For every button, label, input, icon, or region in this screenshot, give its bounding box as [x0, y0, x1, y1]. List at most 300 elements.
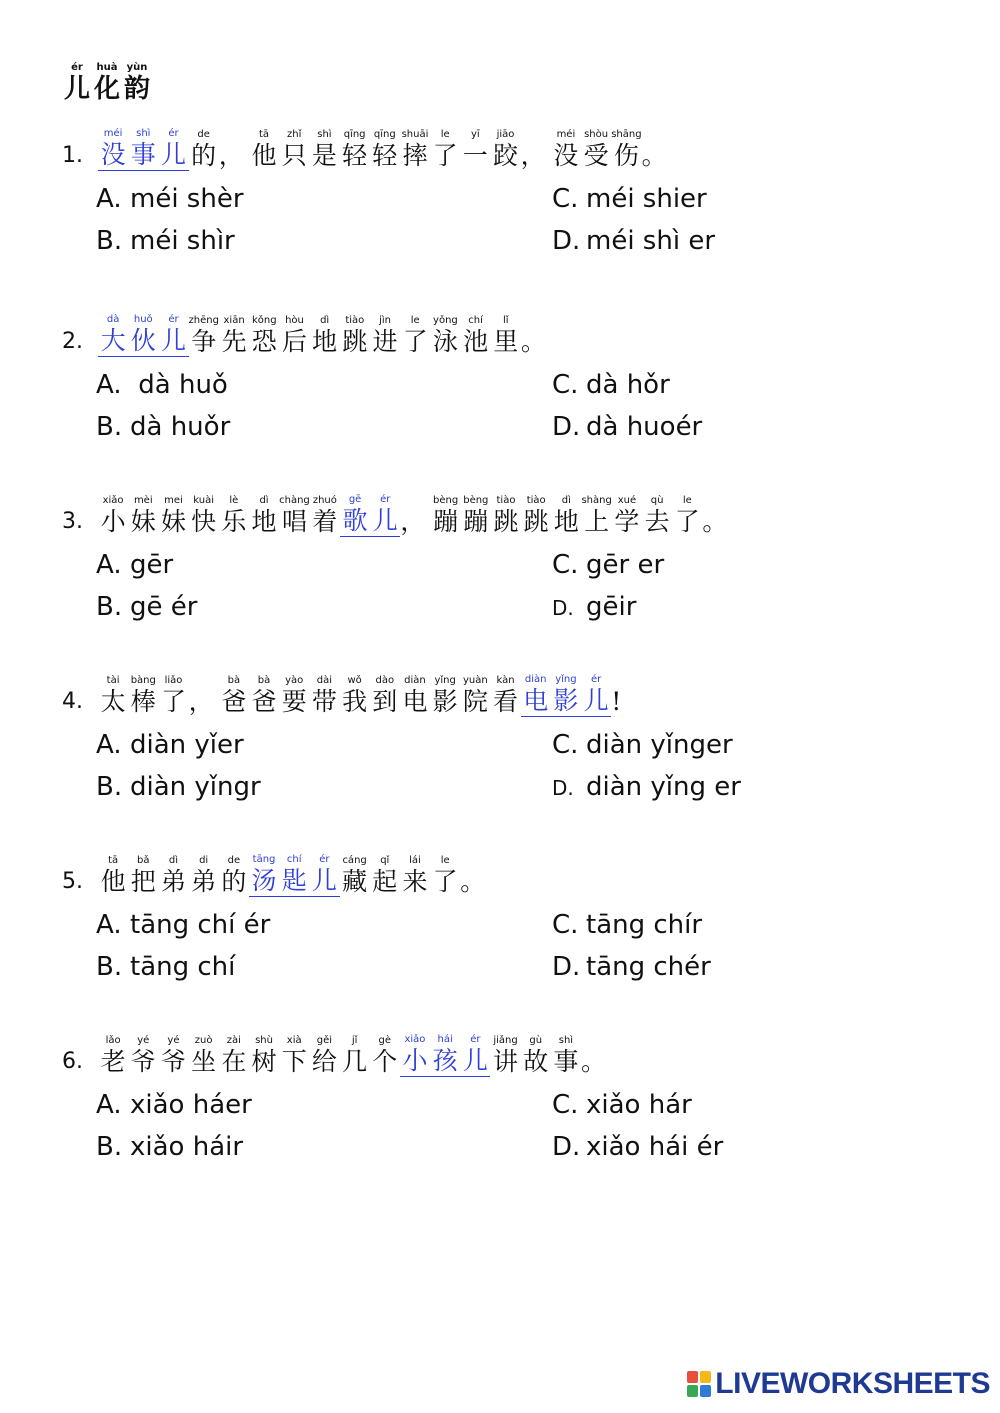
ruby-character — [581, 495, 611, 537]
option-text: méi shèr — [130, 184, 244, 214]
pinyin-annotation: kàn — [496, 675, 515, 686]
ruby-character — [430, 129, 460, 171]
ruby-character — [370, 675, 400, 717]
hanzi-character: 电 — [402, 687, 428, 716]
option-text: gēr — [130, 550, 174, 580]
option-letter: D. — [552, 1132, 581, 1162]
pinyin-annotation: shuāi — [401, 129, 429, 140]
hanzi-character: 快 — [191, 507, 217, 536]
worksheet-title — [62, 62, 152, 104]
hanzi-character: 儿 — [311, 866, 337, 895]
option-text: dà hǒr — [586, 370, 670, 400]
option-text: dà huǒ — [130, 370, 228, 400]
ruby-character — [551, 674, 581, 716]
ruby-character — [521, 674, 551, 716]
ruby-character — [158, 314, 188, 356]
ruby-character — [279, 315, 309, 357]
option-letter: B. — [96, 952, 123, 982]
hanzi-character: 跳 — [523, 507, 549, 536]
option-a[interactable] — [96, 179, 244, 219]
ruby-character — [122, 62, 152, 104]
pinyin-annotation: shù — [255, 1035, 273, 1046]
hanzi-character: 只 — [281, 141, 307, 170]
option-letter: C. — [552, 910, 579, 940]
pinyin-annotation: shì — [317, 129, 332, 140]
hanzi-character: 电 — [523, 686, 549, 715]
pinyin-annotation: xué — [617, 495, 637, 506]
hanzi-character: 看 — [493, 687, 519, 716]
ruby-character — [431, 495, 461, 537]
pinyin-annotation: ér — [168, 314, 179, 325]
ruby-character — [158, 675, 188, 717]
hanzi-character: 先 — [221, 327, 247, 356]
hanzi-character: 儿 — [372, 506, 398, 535]
question-sentence — [62, 1034, 962, 1077]
pinyin-annotation: tā — [259, 129, 270, 140]
pinyin-annotation: zhuó — [312, 495, 337, 506]
pinyin-annotation: yǒng — [433, 315, 458, 326]
ruby-character — [279, 854, 309, 896]
option-text: méi shì er — [586, 226, 716, 256]
hanzi-character: 了 — [432, 867, 458, 896]
option-c[interactable] — [552, 725, 733, 765]
hanzi-character: 的 — [221, 867, 247, 896]
hanzi-character: 一 — [462, 141, 488, 170]
option-letter: B. — [96, 412, 123, 442]
highlighted-erhua-word — [400, 1034, 491, 1077]
option-text: diàn yǐngr — [130, 772, 261, 802]
hanzi-character: 了 — [432, 141, 458, 170]
question-item — [62, 128, 962, 263]
ruby-character — [611, 129, 641, 171]
hanzi-character: 讲 — [493, 1047, 519, 1076]
question-number: 1. — [62, 143, 83, 168]
option-d[interactable] — [552, 221, 715, 261]
punctuation: 。 — [702, 507, 728, 536]
pinyin-annotation: gē — [348, 494, 362, 505]
option-text: gē ér — [130, 592, 198, 622]
pinyin-annotation: yé — [167, 1035, 180, 1046]
option-text: méi shier — [586, 184, 707, 214]
hanzi-character: 故 — [523, 1047, 549, 1076]
ruby-character — [279, 495, 310, 537]
pinyin-annotation: tài — [106, 675, 120, 686]
hanzi-character: 里 — [493, 327, 519, 356]
option-letter: C. — [552, 550, 579, 580]
option-text: xiǎo háer — [130, 1090, 252, 1120]
ruby-character — [672, 495, 702, 537]
pinyin-annotation: xià — [286, 1035, 302, 1046]
option-letter: D. — [552, 412, 581, 442]
hanzi-character: 轻 — [342, 141, 368, 170]
pinyin-annotation: wǒ — [347, 675, 362, 686]
ruby-character — [340, 494, 370, 536]
pinyin-annotation: shāng — [611, 129, 642, 140]
pinyin-annotation: gù — [529, 1035, 543, 1046]
ruby-character — [189, 129, 219, 171]
option-text: xiǎo háir — [130, 1132, 244, 1162]
ruby-character — [128, 855, 158, 897]
pinyin-annotation: jǐ — [351, 1035, 358, 1046]
option-a[interactable] — [96, 905, 270, 945]
hanzi-character: 小 — [402, 1046, 428, 1075]
answer-options — [62, 545, 962, 629]
pinyin-annotation: yī — [470, 129, 480, 140]
ruby-character — [309, 854, 339, 896]
hanzi-character: 歌 — [342, 506, 368, 535]
pinyin-annotation: hái — [437, 1034, 453, 1045]
hanzi-character: 蹦 — [463, 507, 489, 536]
ruby-character — [340, 129, 370, 171]
ruby-character — [249, 129, 279, 171]
ruby-character — [128, 1035, 158, 1077]
hanzi-character: 爸 — [221, 687, 247, 716]
option-text: diàn yǐng er — [586, 772, 741, 802]
punctuation: 。 — [520, 327, 546, 356]
hanzi-character: 要 — [281, 687, 307, 716]
title-ruby-row — [62, 62, 152, 104]
pinyin-annotation: gè — [378, 1035, 392, 1046]
pinyin-annotation: méi — [556, 129, 576, 140]
ruby-character — [490, 1035, 520, 1077]
ruby-character — [98, 1035, 128, 1077]
hanzi-character: 个 — [372, 1047, 398, 1076]
pinyin-annotation: hòu — [285, 315, 304, 326]
pinyin-annotation: qīng — [343, 129, 366, 140]
ruby-character — [370, 1035, 400, 1077]
ruby-character — [551, 1035, 581, 1077]
hanzi-character: 爷 — [160, 1047, 186, 1076]
pinyin-annotation: ér — [319, 854, 330, 865]
option-text: tāng chér — [586, 952, 711, 982]
hanzi-character: 把 — [130, 867, 156, 896]
hanzi-character: 带 — [311, 687, 337, 716]
pinyin-annotation: shì — [558, 1035, 574, 1046]
option-text: gēr er — [586, 550, 665, 580]
hanzi-character: 爷 — [130, 1047, 156, 1076]
option-letter: B. — [96, 772, 123, 802]
pinyin-annotation: liǎo — [164, 675, 183, 686]
ruby-character — [219, 315, 249, 357]
hanzi-character: 跳 — [493, 507, 519, 536]
highlighted-erhua-word — [521, 674, 612, 717]
pinyin-annotation: tā — [108, 855, 119, 866]
hanzi-character: 匙 — [281, 866, 307, 895]
option-b[interactable] — [96, 767, 261, 807]
hanzi-character: 韵 — [123, 74, 150, 104]
option-c[interactable] — [552, 179, 707, 219]
hanzi-character: 乐 — [221, 507, 247, 536]
hanzi-character: 妹 — [160, 507, 186, 536]
ruby-character — [340, 675, 370, 717]
hanzi-character: 唱 — [281, 507, 307, 536]
hanzi-character: 儿 — [63, 74, 90, 104]
option-text: diàn yǐnger — [586, 730, 733, 760]
ruby-character — [370, 315, 400, 357]
hanzi-character: 去 — [644, 507, 670, 536]
pinyin-annotation: dào — [375, 675, 395, 686]
pinyin-annotation: ér — [380, 494, 391, 505]
option-b[interactable] — [96, 1127, 243, 1167]
ruby-character — [309, 129, 339, 171]
pinyin-annotation: shì — [136, 128, 151, 139]
option-text: tāng chí — [130, 952, 236, 982]
option-d[interactable] — [552, 1127, 723, 1167]
pinyin-annotation: yǐng — [434, 675, 456, 686]
option-text: méi shìr — [130, 226, 235, 256]
pinyin-annotation: lǎo — [105, 1035, 121, 1046]
ruby-character — [370, 129, 400, 171]
option-letter: D. — [552, 596, 574, 620]
hanzi-character: 弟 — [191, 867, 217, 896]
pinyin-annotation: yào — [285, 675, 304, 686]
option-b[interactable] — [96, 221, 235, 261]
hanzi-character: 影 — [432, 687, 458, 716]
ruby-character — [430, 1034, 460, 1076]
pinyin-annotation: diàn — [524, 674, 547, 685]
ruby-character — [310, 315, 340, 357]
ruby-character — [249, 495, 279, 537]
ruby-character — [551, 129, 581, 171]
pinyin-annotation: tiào — [345, 315, 365, 326]
answer-options — [62, 1085, 962, 1169]
pinyin-annotation: xiǎo — [404, 1034, 426, 1045]
hanzi-character: 没 — [100, 140, 126, 169]
question-text — [98, 674, 641, 717]
punctuation: ， — [520, 141, 546, 170]
pinyin-annotation: qīng — [373, 129, 396, 140]
option-d[interactable] — [552, 767, 741, 808]
ruby-character — [460, 1034, 490, 1076]
ruby-character — [460, 129, 490, 171]
hanzi-character: 在 — [221, 1047, 247, 1076]
ruby-character — [461, 495, 491, 537]
hanzi-character: 了 — [402, 327, 428, 356]
hanzi-character: 没 — [553, 141, 579, 170]
hanzi-character: 妹 — [130, 507, 156, 536]
option-c[interactable] — [552, 905, 702, 945]
pinyin-annotation: lǐ — [503, 315, 509, 326]
hanzi-character: 给 — [311, 1047, 337, 1076]
pinyin-annotation: ér — [470, 1034, 481, 1045]
option-c[interactable] — [552, 545, 664, 585]
option-d[interactable] — [552, 587, 636, 628]
hanzi-character: 了 — [160, 687, 186, 716]
ruby-character — [249, 1035, 279, 1077]
ruby-character — [158, 495, 188, 537]
hanzi-character: 大 — [100, 326, 126, 355]
hanzi-character: 地 — [553, 507, 579, 536]
hanzi-character: 来 — [402, 867, 428, 896]
punctuation: 。 — [581, 1047, 607, 1076]
option-b[interactable] — [96, 587, 197, 627]
option-text: tāng chí ér — [130, 910, 271, 940]
hanzi-character: 着 — [312, 507, 338, 536]
hanzi-character: 到 — [372, 687, 398, 716]
ruby-character — [249, 854, 279, 896]
pinyin-annotation: zhēng — [188, 315, 219, 326]
ruby-character — [551, 495, 581, 537]
question-item — [62, 1034, 962, 1169]
question-number: 4. — [62, 689, 83, 714]
ruby-character — [491, 315, 521, 357]
option-text: dà huǒr — [130, 412, 231, 442]
pinyin-annotation: zuò — [194, 1035, 213, 1046]
option-a[interactable] — [96, 725, 244, 765]
pinyin-annotation: yǐng — [555, 674, 577, 685]
ruby-character — [430, 855, 460, 897]
pinyin-annotation: huà — [96, 62, 118, 73]
hanzi-character: 地 — [251, 507, 277, 536]
ruby-character — [249, 675, 279, 717]
pinyin-annotation: chí — [468, 315, 483, 326]
pinyin-annotation: jiāo — [496, 129, 515, 140]
pinyin-annotation: zài — [226, 1035, 241, 1046]
option-letter: C. — [552, 184, 579, 214]
ruby-character — [189, 855, 219, 897]
hanzi-character: 影 — [553, 686, 579, 715]
option-letter: B. — [96, 1132, 123, 1162]
highlighted-erhua-word — [340, 494, 400, 537]
pinyin-annotation: qǐ — [380, 855, 390, 866]
hanzi-character: 争 — [191, 327, 217, 356]
ruby-character — [98, 495, 128, 537]
question-sentence — [62, 674, 962, 717]
ruby-character — [430, 675, 460, 717]
ruby-character — [309, 675, 339, 717]
question-number: 3. — [62, 509, 83, 534]
option-a[interactable] — [96, 1085, 252, 1125]
option-text: xiǎo hái ér — [586, 1132, 724, 1162]
ruby-character — [128, 128, 158, 170]
ruby-character — [400, 855, 430, 897]
pinyin-annotation: dài — [316, 675, 333, 686]
ruby-character — [400, 129, 430, 171]
ruby-character — [491, 495, 521, 537]
pinyin-annotation: le — [440, 129, 450, 140]
hanzi-character: 跳 — [342, 327, 368, 356]
hanzi-character: 藏 — [342, 867, 368, 896]
pinyin-annotation: di — [199, 855, 209, 866]
pinyin-annotation: dì — [561, 495, 571, 506]
ruby-character — [98, 675, 128, 717]
option-text: gēir — [586, 592, 637, 622]
option-b[interactable] — [96, 947, 235, 987]
option-a[interactable] — [96, 365, 228, 405]
option-b[interactable] — [96, 407, 230, 447]
ruby-character — [581, 129, 611, 171]
pinyin-annotation: bà — [227, 675, 241, 686]
pinyin-annotation: bèng — [433, 495, 459, 506]
ruby-character — [340, 1035, 370, 1077]
question-item — [62, 494, 962, 629]
pinyin-annotation: jiǎng — [493, 1035, 518, 1046]
option-d[interactable] — [552, 947, 711, 987]
hanzi-character: 小 — [100, 507, 126, 536]
question-text — [98, 1034, 611, 1077]
pinyin-annotation: shàng — [581, 495, 612, 506]
ruby-character — [219, 855, 249, 897]
ruby-character — [158, 1035, 188, 1077]
hanzi-character: 下 — [281, 1047, 307, 1076]
ruby-character — [400, 315, 430, 357]
pinyin-annotation: yé — [137, 1035, 150, 1046]
punctuation: ， — [188, 687, 214, 716]
pinyin-annotation: xiǎo — [102, 495, 124, 506]
ruby-character — [400, 1034, 430, 1076]
hanzi-character: 儿 — [462, 1046, 488, 1075]
ruby-character — [128, 495, 158, 537]
pinyin-annotation: le — [682, 495, 692, 506]
pinyin-annotation: ér — [71, 62, 83, 73]
option-letter: C. — [552, 370, 579, 400]
ruby-character — [92, 62, 122, 104]
hanzi-character: 儿 — [160, 140, 186, 169]
ruby-character — [370, 494, 400, 536]
pinyin-annotation: bǎ — [137, 855, 150, 866]
pinyin-annotation: méi — [103, 128, 123, 139]
ruby-character — [158, 855, 188, 897]
ruby-character — [219, 675, 249, 717]
ruby-character — [642, 495, 672, 537]
pinyin-annotation: dì — [168, 855, 179, 866]
option-d[interactable] — [552, 407, 702, 447]
ruby-character — [460, 675, 490, 717]
question-item — [62, 674, 962, 809]
hanzi-character: 他 — [251, 141, 277, 170]
question-text — [98, 314, 551, 357]
pinyin-annotation: de — [197, 129, 210, 140]
option-text: xiǎo hár — [586, 1090, 692, 1120]
ruby-character — [370, 855, 400, 897]
option-letter: C. — [552, 1090, 579, 1120]
ruby-character — [62, 62, 92, 104]
option-letter: C. — [552, 730, 579, 760]
pinyin-annotation: zhǐ — [287, 129, 302, 140]
ruby-character — [521, 1035, 551, 1077]
ruby-character — [279, 675, 309, 717]
pinyin-annotation: jìn — [379, 315, 391, 326]
pinyin-annotation: lái — [409, 855, 421, 866]
hanzi-character: 事 — [130, 140, 156, 169]
ruby-character — [430, 315, 460, 357]
option-letter: A. — [96, 1090, 122, 1120]
hanzi-character: 地 — [312, 327, 338, 356]
ruby-character — [98, 128, 128, 170]
option-a[interactable] — [96, 545, 173, 585]
option-text: tāng chír — [586, 910, 703, 940]
pinyin-annotation: kǒng — [251, 315, 277, 326]
pinyin-annotation: gěi — [316, 1035, 333, 1046]
question-sentence — [62, 128, 962, 171]
hanzi-character: 了 — [674, 507, 700, 536]
question-number: 2. — [62, 329, 83, 354]
hanzi-character: 棒 — [130, 687, 156, 716]
pinyin-annotation: yùn — [126, 62, 148, 73]
pinyin-annotation: de — [227, 855, 241, 866]
question-sentence — [62, 314, 962, 357]
punctuation: ， — [400, 507, 426, 536]
question-item — [62, 854, 962, 989]
pinyin-annotation: le — [410, 315, 420, 326]
pinyin-annotation: diàn — [404, 675, 426, 686]
highlighted-erhua-word — [98, 314, 189, 357]
option-c[interactable] — [552, 1085, 692, 1125]
ruby-character — [581, 674, 611, 716]
option-c[interactable] — [552, 365, 670, 405]
pinyin-annotation: dì — [320, 315, 330, 326]
pinyin-annotation: dì — [259, 495, 269, 506]
